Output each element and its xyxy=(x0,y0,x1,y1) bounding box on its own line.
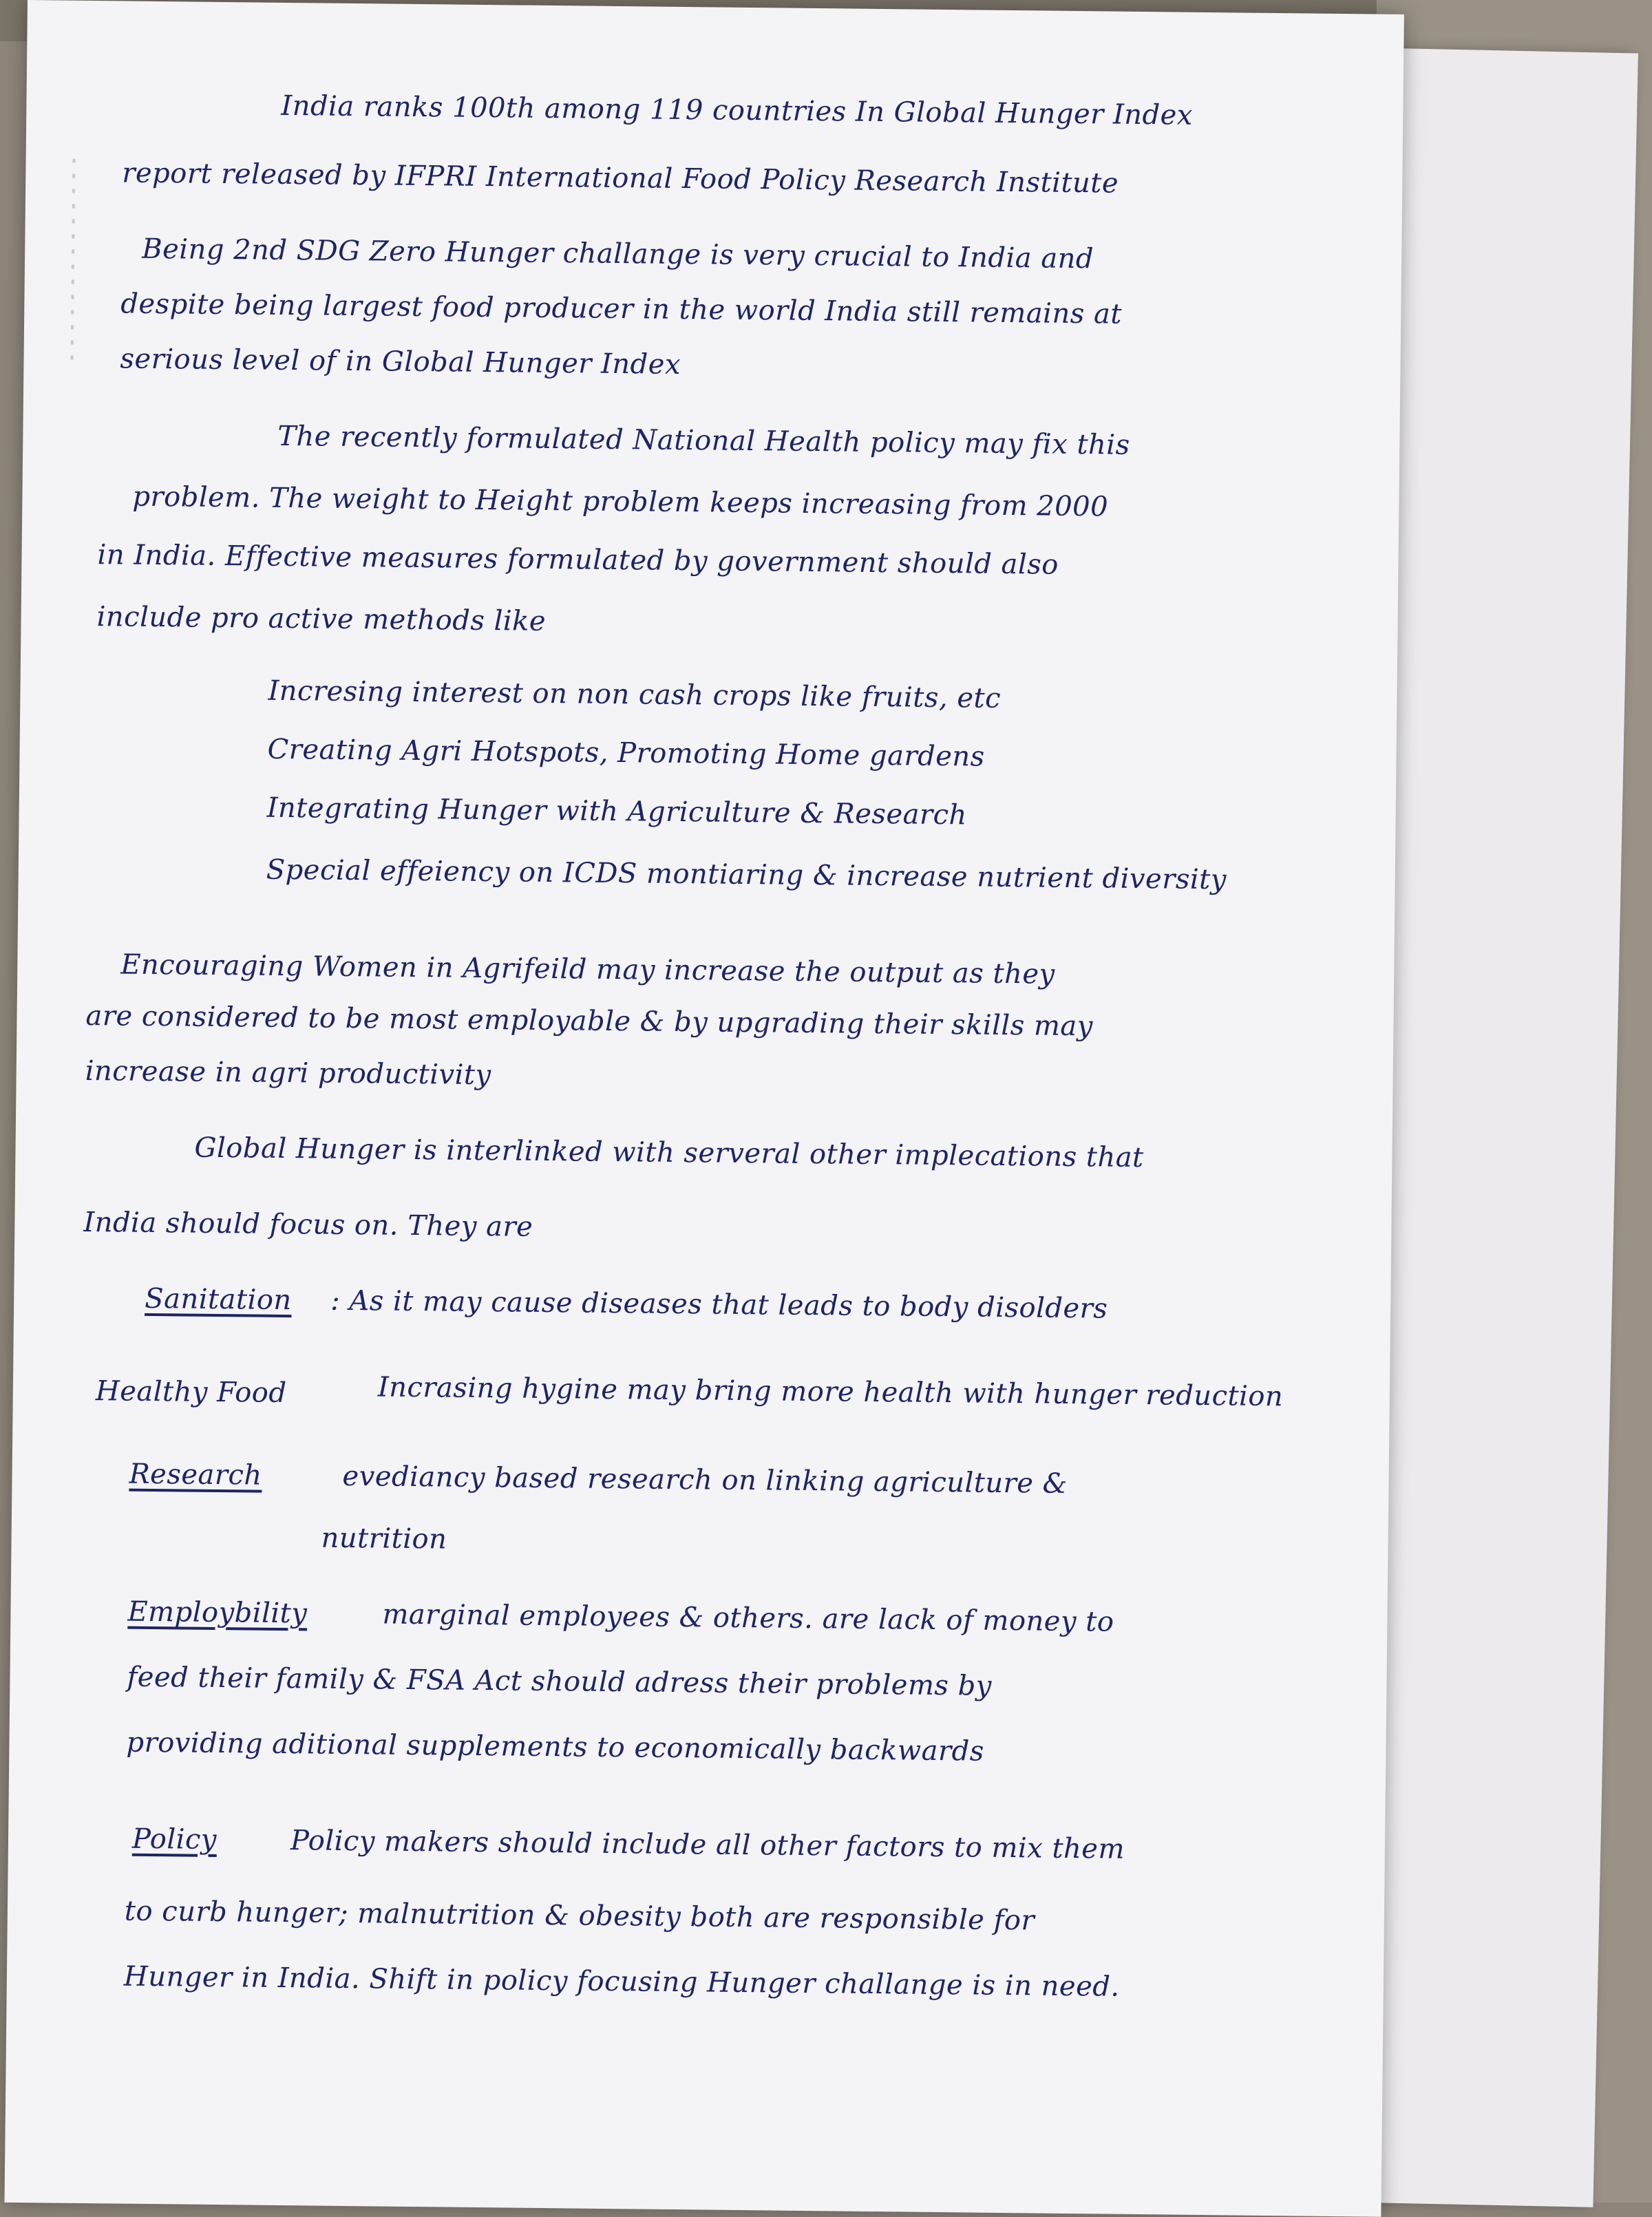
employability-text-1: marginal employees & others. are lack of money to xyxy=(382,1598,1114,1638)
research-text-2: nutrition xyxy=(321,1522,447,1556)
sdg-line-2: despite being largest food producer in the world India still remains at xyxy=(120,288,1123,330)
policy-intro-line-4: include pro active methods like xyxy=(96,601,547,637)
margin-dotted-line xyxy=(70,159,75,365)
global-line-2: India should focus on. They are xyxy=(83,1206,533,1243)
sdg-line-1: Being 2nd SDG Zero Hunger challange is very crucial to India and xyxy=(141,233,1094,275)
method-item: Incresing interest on non cash crops like fruits, etc xyxy=(268,675,1002,714)
policy-intro-line-3: in India. Effective measures formulated by government should also xyxy=(97,539,1059,581)
policy-intro-line-2: problem. The weight to Height problem keeps increasing from 2000 xyxy=(132,480,1109,523)
intro-line-2: report released by IFPRI International Food Policy Research Institute xyxy=(122,157,1119,200)
method-item: Special effeiency on ICDS montiaring & increase nutrient diversity xyxy=(266,853,1227,896)
sanitation-label: Sanitation xyxy=(145,1282,292,1317)
global-line-1: Global Hunger is interlinked with serveral other implecations that xyxy=(194,1132,1144,1174)
policy-intro-line-1: The recently formulated National Health policy may fix this xyxy=(277,420,1130,461)
sanitation-text: : As it may cause diseases that leads to body disolders xyxy=(330,1284,1108,1325)
research-text-1: evediancy based research on linking agriculture & xyxy=(342,1460,1068,1500)
method-item: Integrating Hunger with Agriculture & Research xyxy=(266,792,968,831)
healthy-food-text: Incrasing hygine may bring more health with hunger reduction xyxy=(377,1371,1284,1413)
method-item: Creating Agri Hotspots, Promoting Home gardens xyxy=(267,733,985,773)
women-line-3: increase in agri productivity xyxy=(85,1054,491,1092)
employability-text-2: feed their family & FSA Act should adress their problems by xyxy=(127,1661,993,1702)
sdg-line-3: serious level of in Global Hunger Index xyxy=(120,343,681,381)
policy-text-2: to curb hunger; malnutrition & obesity both are responsible for xyxy=(124,1895,1035,1937)
notebook-page xyxy=(4,0,1404,2217)
policy-text-1: Policy makers should include all other factors to mix them xyxy=(290,1825,1125,1865)
employability-text-3: providing aditional supplements to economically backwards xyxy=(126,1726,984,1768)
policy-label: Policy xyxy=(131,1823,218,1856)
intro-line-1: India ranks 100th among 119 countries In Global Hunger Index xyxy=(281,89,1194,131)
women-line-1: Encouraging Women in Agrifeild may increase the output as they xyxy=(120,948,1055,990)
policy-text-3: Hunger in India. Shift in policy focusing Hunger challange is in need. xyxy=(123,1960,1120,2003)
research-label: Research xyxy=(129,1458,262,1492)
employability-label: Employbility xyxy=(127,1595,308,1630)
women-line-2: are considered to be most employable & by upgrading their skills may xyxy=(85,999,1094,1043)
healthy-food-label: Healthy Food xyxy=(95,1375,287,1410)
